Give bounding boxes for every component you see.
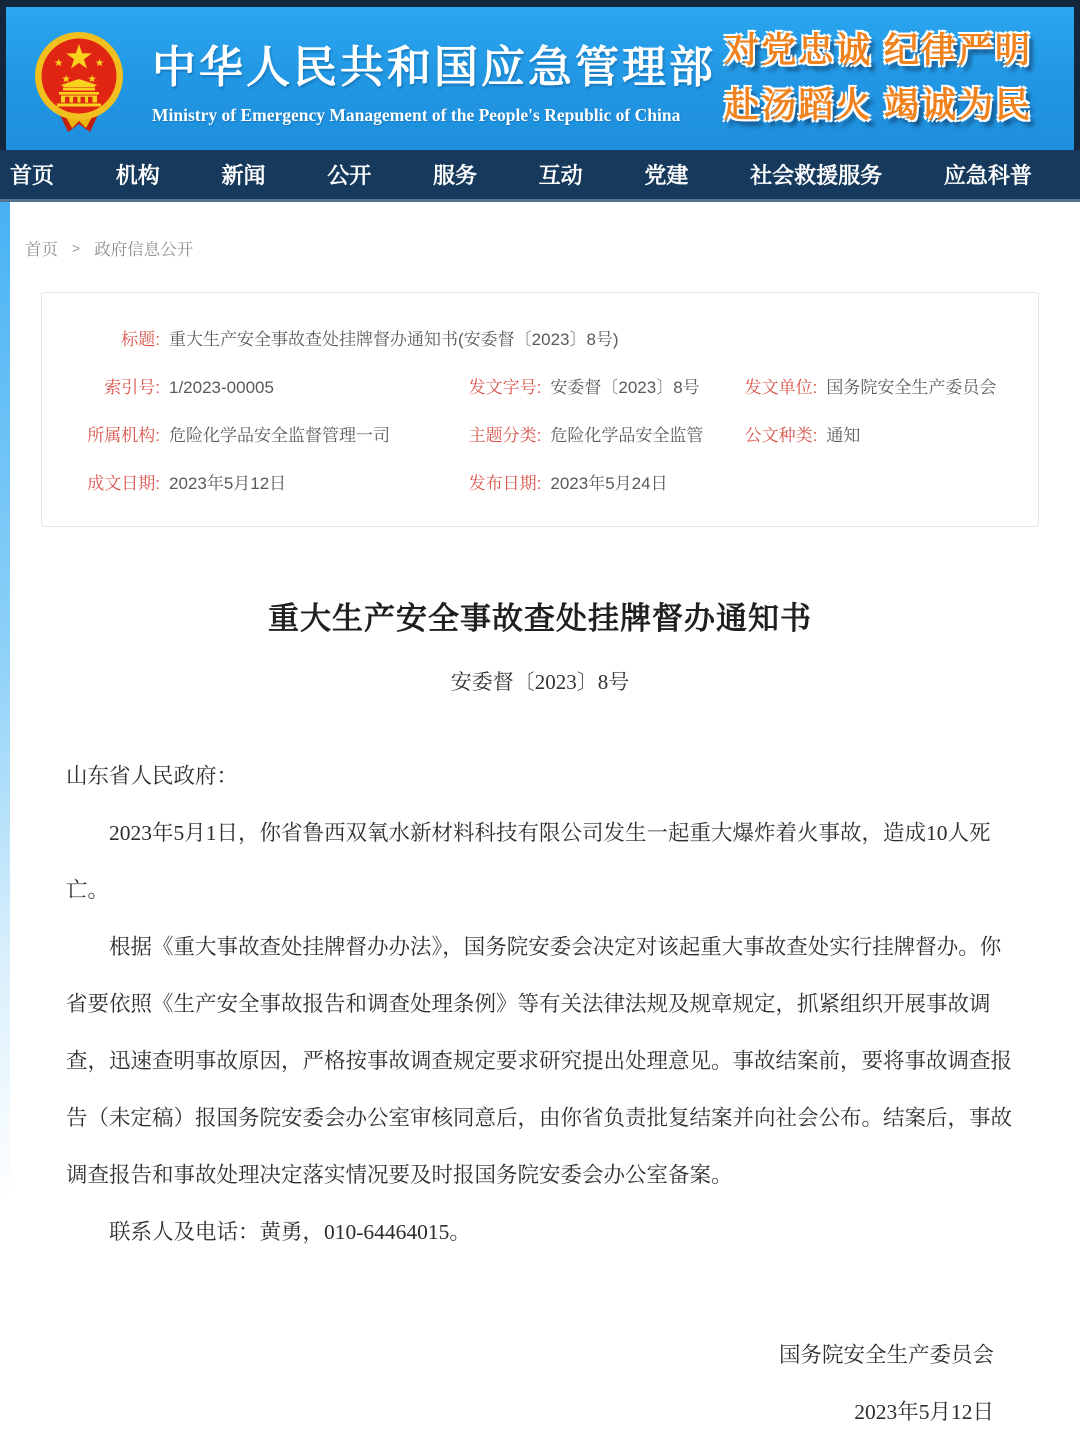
meta-label-topic-category: 主题分类: bbox=[468, 425, 542, 445]
meta-value-topic-category: 危险化学品安全监管 bbox=[550, 425, 704, 445]
signature-block bbox=[66, 1327, 1014, 1441]
meta-field-empty bbox=[722, 473, 1028, 496]
meta-field-title bbox=[42, 329, 1028, 352]
paragraph-2: 根据《重大事故查处挂牌督办办法》，国务院安委会决定对该起重大事故查处实行挂牌督办。你省要依照《生产安全事故报告和调查处理条例》等有关法律法规及规章规定，抓紧组织开展事故调查，迅速查明事故原因，严格按事故调查规定要求研究提出处理意见。事故结案前，要将事故调查报告（未定稿）报国务院安委会办公室审核同意后，由你省负责批复结案并向社会公布。结案后，事故调查报告和事故处理决定落实情况要及时报国务院安委会办公室备案。 bbox=[66, 934, 1013, 1187]
slogan-line-2: 赴汤蹈火 竭诚为民 bbox=[724, 85, 1032, 125]
meta-label-issuing-unit: 发文单位: bbox=[744, 377, 818, 397]
meta-field-written-date bbox=[42, 473, 436, 496]
meta-field-doc-type bbox=[722, 425, 1028, 448]
meta-value-publish-date: 2023年5月24日 bbox=[550, 473, 668, 493]
document-title: 重大生产安全事故查处挂牌督办通知书 bbox=[268, 600, 812, 636]
meta-value-doc-type: 通知 bbox=[826, 425, 861, 445]
salutation: 山东省人民政府： bbox=[66, 763, 239, 788]
site-title: 中华人民共和国应急管理部 bbox=[152, 43, 716, 92]
top-frame-bar bbox=[0, 0, 1080, 7]
meta-label-doc-type: 公文种类: bbox=[744, 425, 818, 445]
header-slogan bbox=[724, 24, 1074, 133]
meta-value-written-date: 2023年5月12日 bbox=[169, 473, 287, 493]
site-subtitle: Ministry of Emergency Management of the People's Republic of China bbox=[152, 105, 681, 125]
left-edge-gradient bbox=[0, 202, 10, 1202]
meta-field-issuing-unit bbox=[722, 377, 1028, 400]
signature-org: 国务院安全生产委员会 bbox=[778, 1342, 994, 1367]
contact-line: 联系人及电话：黄勇，010-64464015。 bbox=[109, 1219, 471, 1244]
site-header bbox=[0, 7, 1080, 150]
slogan-line-1: 对党忠诚 纪律严明 bbox=[724, 31, 1032, 71]
paragraph-1: 2023年5月1日，你省鲁西双氧水新材料科技有限公司发生一起重大爆炸着火事故，造成10人死亡。 bbox=[66, 820, 991, 902]
meta-value-doc-number: 安委督〔2023〕8号 bbox=[550, 377, 700, 397]
breadcrumb-current[interactable]: 政府信息公开 bbox=[94, 241, 194, 259]
document-meta-box bbox=[41, 292, 1039, 527]
meta-label-written-date: 成文日期: bbox=[87, 473, 160, 493]
main-nav bbox=[0, 150, 1080, 202]
nav-item-organization[interactable]: 机构 bbox=[115, 163, 160, 188]
meta-value-title: 重大生产安全事故查处挂牌督办通知书(安委督〔2023〕8号) bbox=[169, 330, 619, 349]
meta-field-department bbox=[42, 425, 436, 448]
document bbox=[0, 593, 1080, 1441]
meta-value-index-number: 1/2023-00005 bbox=[169, 377, 274, 397]
nav-item-news[interactable]: 新闻 bbox=[221, 163, 266, 188]
meta-label-index-number: 索引号: bbox=[104, 377, 160, 397]
nav-item-disclosure[interactable]: 公开 bbox=[327, 163, 372, 188]
meta-field-topic-category bbox=[436, 425, 722, 448]
meta-label-publish-date: 发布日期: bbox=[468, 473, 542, 493]
nav-item-home[interactable]: 首页 bbox=[10, 163, 55, 188]
meta-label-title: 标题: bbox=[121, 330, 160, 349]
meta-field-publish-date bbox=[436, 473, 722, 496]
meta-field-index-number bbox=[42, 377, 436, 400]
meta-label-department: 所属机构: bbox=[87, 425, 160, 445]
nav-item-party-building[interactable]: 党建 bbox=[644, 163, 689, 188]
breadcrumb-separator: > bbox=[72, 240, 81, 256]
nav-item-emergency-science[interactable]: 应急科普 bbox=[943, 163, 1032, 188]
site-title-block bbox=[152, 31, 716, 126]
nav-item-social-rescue[interactable]: 社会救援服务 bbox=[750, 163, 883, 188]
breadcrumb-home[interactable]: 首页 bbox=[25, 241, 58, 259]
meta-value-issuing-unit: 国务院安全生产委员会 bbox=[826, 377, 997, 397]
meta-value-department: 危险化学品安全监督管理一司 bbox=[169, 425, 390, 445]
signature-date: 2023年5月12日 bbox=[854, 1399, 994, 1424]
nav-item-interaction[interactable]: 互动 bbox=[538, 163, 583, 188]
nav-item-services[interactable]: 服务 bbox=[432, 163, 477, 188]
document-number: 安委督〔2023〕8号 bbox=[450, 669, 630, 694]
document-body bbox=[0, 748, 1080, 1441]
breadcrumb bbox=[0, 202, 1080, 260]
content-area bbox=[0, 202, 1080, 1441]
national-emblem-icon bbox=[32, 24, 126, 136]
meta-field-doc-number bbox=[436, 377, 722, 400]
meta-label-doc-number: 发文字号: bbox=[468, 377, 542, 397]
